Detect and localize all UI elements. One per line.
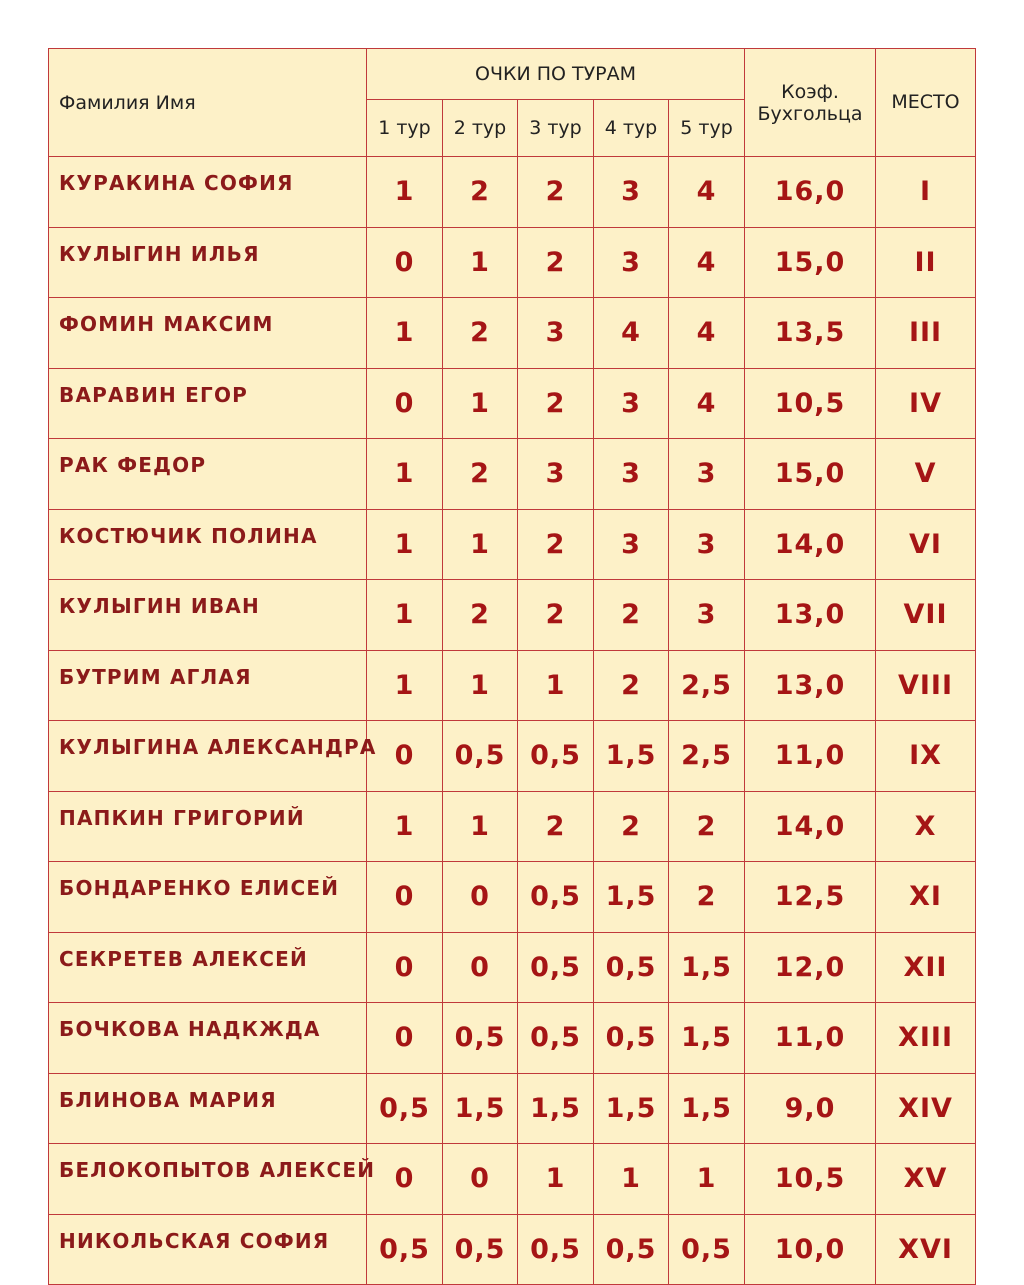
player-name: КУЛЫГИН ИВАН (49, 580, 367, 651)
tour-score-4: 0,5 (594, 1003, 669, 1074)
tour-score-2: 1 (443, 791, 518, 862)
tour-score-4: 2 (594, 650, 669, 721)
tour-score-3: 0,5 (518, 862, 594, 933)
tour-score-4: 2 (594, 791, 669, 862)
player-name: ПАПКИН ГРИГОРИЙ (49, 791, 367, 862)
tour-score-4: 3 (594, 368, 669, 439)
buchholz-coef: 14,0 (745, 509, 876, 580)
tour-score-3: 1 (518, 650, 594, 721)
tour-score-4: 3 (594, 157, 669, 228)
buchholz-coef: 14,0 (745, 791, 876, 862)
player-name: БОНДАРЕНКО ЕЛИСЕЙ (49, 862, 367, 933)
tour-score-4: 3 (594, 509, 669, 580)
tour-score-5: 3 (669, 509, 745, 580)
table-row (49, 439, 976, 510)
tour-score-4: 1 (594, 1144, 669, 1215)
buchholz-coef: 12,0 (745, 932, 876, 1003)
tour-score-1: 0 (367, 1144, 443, 1215)
table-row (49, 227, 976, 298)
tour-score-5: 1,5 (669, 1073, 745, 1144)
tour-score-2: 0,5 (443, 1003, 518, 1074)
table-row (49, 1073, 976, 1144)
buchholz-coef: 12,5 (745, 862, 876, 933)
tour-score-3: 3 (518, 298, 594, 369)
tour-score-5: 4 (669, 368, 745, 439)
tour-score-3: 1,5 (518, 1073, 594, 1144)
header-buchholz-line2: Бухгольца (757, 102, 863, 125)
tour-score-1: 1 (367, 157, 443, 228)
header-tour-5: 5 тур (669, 100, 745, 157)
buchholz-coef: 10,0 (745, 1214, 876, 1285)
tour-score-3: 0,5 (518, 721, 594, 792)
buchholz-coef: 16,0 (745, 157, 876, 228)
tour-score-1: 0 (367, 932, 443, 1003)
tour-score-4: 1,5 (594, 721, 669, 792)
tour-score-2: 1 (443, 368, 518, 439)
table-row (49, 791, 976, 862)
place-value: XV (876, 1144, 976, 1215)
tour-score-5: 2 (669, 862, 745, 933)
tour-score-1: 1 (367, 791, 443, 862)
place-value: XI (876, 862, 976, 933)
player-name: БЕЛОКОПЫТОВ АЛЕКСЕЙ (49, 1144, 367, 1215)
tour-score-5: 1 (669, 1144, 745, 1215)
tour-score-2: 2 (443, 157, 518, 228)
buchholz-coef: 11,0 (745, 721, 876, 792)
buchholz-coef: 10,5 (745, 1144, 876, 1215)
tour-score-3: 0,5 (518, 1003, 594, 1074)
player-name: КУРАКИНА СОФИЯ (49, 157, 367, 228)
place-value: XII (876, 932, 976, 1003)
place-value: VI (876, 509, 976, 580)
tour-score-5: 3 (669, 439, 745, 510)
header-tour-3: 3 тур (518, 100, 594, 157)
buchholz-coef: 15,0 (745, 227, 876, 298)
place-value: VII (876, 580, 976, 651)
tour-score-1: 1 (367, 509, 443, 580)
place-value: XIII (876, 1003, 976, 1074)
tour-score-2: 2 (443, 439, 518, 510)
buchholz-coef: 11,0 (745, 1003, 876, 1074)
place-value: II (876, 227, 976, 298)
place-value: V (876, 439, 976, 510)
place-value: IV (876, 368, 976, 439)
tour-score-5: 3 (669, 580, 745, 651)
header-tour-4: 4 тур (594, 100, 669, 157)
table-row (49, 580, 976, 651)
tour-score-3: 2 (518, 157, 594, 228)
tour-score-5: 4 (669, 227, 745, 298)
buchholz-coef: 13,0 (745, 650, 876, 721)
tour-score-2: 0,5 (443, 1214, 518, 1285)
player-name: БУТРИМ АГЛАЯ (49, 650, 367, 721)
place-value: VIII (876, 650, 976, 721)
place-value: X (876, 791, 976, 862)
buchholz-coef: 10,5 (745, 368, 876, 439)
tour-score-4: 1,5 (594, 862, 669, 933)
tour-score-3: 0,5 (518, 932, 594, 1003)
table-row (49, 368, 976, 439)
player-name: ФОМИН МАКСИМ (49, 298, 367, 369)
table-row (49, 1003, 976, 1074)
results-table (48, 48, 976, 1285)
tour-score-5: 2 (669, 791, 745, 862)
table-row (49, 1214, 976, 1285)
buchholz-coef: 9,0 (745, 1073, 876, 1144)
tour-score-5: 4 (669, 298, 745, 369)
place-value: XIV (876, 1073, 976, 1144)
tour-score-3: 3 (518, 439, 594, 510)
tour-score-1: 0 (367, 1003, 443, 1074)
tour-score-5: 1,5 (669, 932, 745, 1003)
place-value: III (876, 298, 976, 369)
player-name: КОСТЮЧИК ПОЛИНА (49, 509, 367, 580)
player-name: КУЛЫГИН ИЛЬЯ (49, 227, 367, 298)
player-name: ВАРАВИН ЕГОР (49, 368, 367, 439)
results-body (49, 157, 976, 1285)
tour-score-3: 0,5 (518, 1214, 594, 1285)
tour-score-2: 1 (443, 227, 518, 298)
tour-score-4: 4 (594, 298, 669, 369)
table-row (49, 157, 976, 228)
header-tours-group: ОЧКИ ПО ТУРАМ (367, 49, 745, 100)
tour-score-1: 1 (367, 650, 443, 721)
header-tour-2: 2 тур (443, 100, 518, 157)
header-place: МЕСТО (876, 49, 976, 157)
tour-score-3: 2 (518, 509, 594, 580)
buchholz-coef: 13,0 (745, 580, 876, 651)
buchholz-coef: 15,0 (745, 439, 876, 510)
tour-score-5: 0,5 (669, 1214, 745, 1285)
tour-score-3: 2 (518, 227, 594, 298)
tour-score-2: 0 (443, 932, 518, 1003)
tour-score-4: 0,5 (594, 1214, 669, 1285)
tour-score-1: 1 (367, 580, 443, 651)
tour-score-4: 1,5 (594, 1073, 669, 1144)
tour-score-1: 0 (367, 721, 443, 792)
tour-score-3: 2 (518, 791, 594, 862)
tour-score-2: 2 (443, 298, 518, 369)
place-value: IX (876, 721, 976, 792)
tour-score-2: 0 (443, 1144, 518, 1215)
tour-score-4: 2 (594, 580, 669, 651)
tour-score-1: 1 (367, 439, 443, 510)
tour-score-2: 1 (443, 509, 518, 580)
header-buchholz (745, 49, 876, 157)
tour-score-3: 2 (518, 368, 594, 439)
tour-score-1: 0,5 (367, 1073, 443, 1144)
player-name: БОЧКОВА НАДКЖДА (49, 1003, 367, 1074)
place-value: I (876, 157, 976, 228)
tour-score-4: 3 (594, 439, 669, 510)
header-buchholz-line1: Коэф. (781, 80, 839, 103)
tour-score-2: 1,5 (443, 1073, 518, 1144)
player-name: КУЛЫГИНА АЛЕКСАНДРА (49, 721, 367, 792)
table-row (49, 1144, 976, 1215)
tour-score-5: 2,5 (669, 650, 745, 721)
player-name: СЕКРЕТЕВ АЛЕКСЕЙ (49, 932, 367, 1003)
table-row (49, 932, 976, 1003)
tour-score-4: 3 (594, 227, 669, 298)
table-row (49, 721, 976, 792)
table-row (49, 298, 976, 369)
tour-score-1: 0,5 (367, 1214, 443, 1285)
place-value: XVI (876, 1214, 976, 1285)
table-row (49, 862, 976, 933)
header-name: Фамилия Имя (49, 49, 367, 157)
tour-score-2: 0,5 (443, 721, 518, 792)
tour-score-5: 2,5 (669, 721, 745, 792)
tour-score-3: 1 (518, 1144, 594, 1215)
player-name: НИКОЛЬСКАЯ СОФИЯ (49, 1214, 367, 1285)
tour-score-5: 1,5 (669, 1003, 745, 1074)
tour-score-2: 0 (443, 862, 518, 933)
header-tour-1: 1 тур (367, 100, 443, 157)
tour-score-1: 0 (367, 227, 443, 298)
tour-score-5: 4 (669, 157, 745, 228)
player-name: БЛИНОВА МАРИЯ (49, 1073, 367, 1144)
tour-score-3: 2 (518, 580, 594, 651)
tour-score-2: 1 (443, 650, 518, 721)
tour-score-1: 1 (367, 298, 443, 369)
tour-score-4: 0,5 (594, 932, 669, 1003)
table-row (49, 509, 976, 580)
player-name: РАК ФЕДОР (49, 439, 367, 510)
buchholz-coef: 13,5 (745, 298, 876, 369)
tour-score-1: 0 (367, 368, 443, 439)
tour-score-2: 2 (443, 580, 518, 651)
tour-score-1: 0 (367, 862, 443, 933)
table-row (49, 650, 976, 721)
